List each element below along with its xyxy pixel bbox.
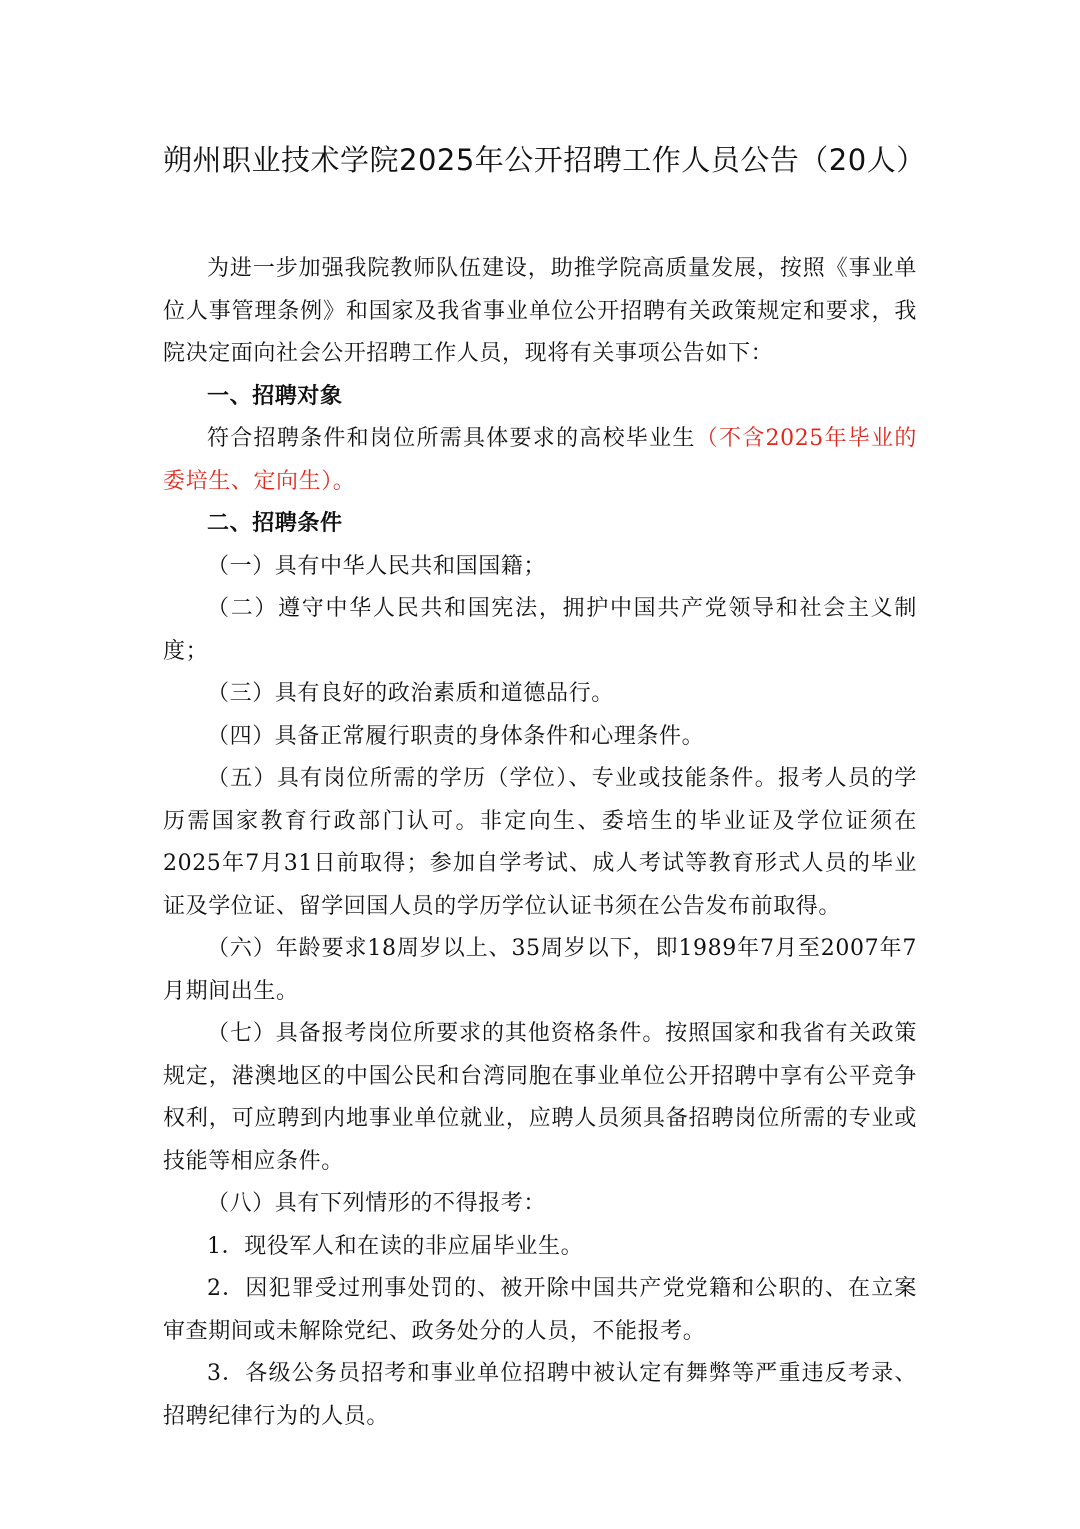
- section-heading: 二、招聘条件: [207, 511, 343, 536]
- condition-item: （五）具有岗位所需的学历（学位）、专业或技能条件。报考人员的学历需国家教育行政部门认可。非定向生、委培生的毕业证及学位证须在2025年7月31日前取得；参加自学考试、成人考试等教育形式人员的毕业证及学位证、留学回国人员的学历学位认证书须在公告发布前取得。: [163, 766, 917, 919]
- page-title: 朔州职业技术学院2025年公开招聘工作人员公告（20人）: [163, 143, 926, 177]
- exclusion-item: 2．因犯罪受过刑事处罚的、被开除中国共产党党籍和公职的、在立案审查期间或未解除党纪、政务处分的人员，不能报考。: [163, 1276, 917, 1344]
- condition-item: （八）具有下列情形的不得报考：: [207, 1191, 547, 1216]
- condition-item: （七）具备报考岗位所要求的其他资格条件。按照国家和我省有关政策规定，港澳地区的中国公民和台湾同胞在事业单位公开招聘中享有公平竞争权利，可应聘到内地事业单位就业，应聘人员须具备招聘岗位所需的专业或技能等相应条件。: [163, 1021, 917, 1174]
- section-heading: 一、招聘对象: [207, 383, 343, 409]
- condition-item: （一）具有中华人民共和国国籍；: [207, 553, 547, 579]
- condition-item: （二）遵守中华人民共和国宪法，拥护中国共产党领导和社会主义制度；: [163, 596, 917, 664]
- section-paragraph: [163, 418, 917, 503]
- document-page: [163, 140, 926, 1438]
- exclusion-item: 3．各级公务员招考和事业单位招聘中被认定有舞弊等严重违反考录、招聘纪律行为的人员。: [163, 1361, 917, 1429]
- recruit-target-text: 符合招聘条件和岗位所需具体要求的高校毕业生: [207, 426, 696, 451]
- recruit-target-exclusion: （不含2025年毕业的委培生、定向生）。: [163, 426, 917, 494]
- condition-item: （六）年龄要求18周岁以上、35周岁以下，即1989年7月至2007年7月期间出生。: [163, 936, 917, 1004]
- condition-item: （三）具有良好的政治素质和道德品行。: [207, 681, 614, 706]
- exclusion-item: 1．现役军人和在读的非应届毕业生。: [207, 1233, 584, 1259]
- condition-item: （四）具备正常履行职责的身体条件和心理条件。: [207, 723, 705, 749]
- intro-paragraph: 为进一步加强我院教师队伍建设，助推学院高质量发展，按照《事业单位人事管理条例》和国家及我省事业单位公开招聘有关政策规定和要求，我院决定面向社会公开招聘工作人员，现将有关事项公告如下：: [163, 256, 917, 366]
